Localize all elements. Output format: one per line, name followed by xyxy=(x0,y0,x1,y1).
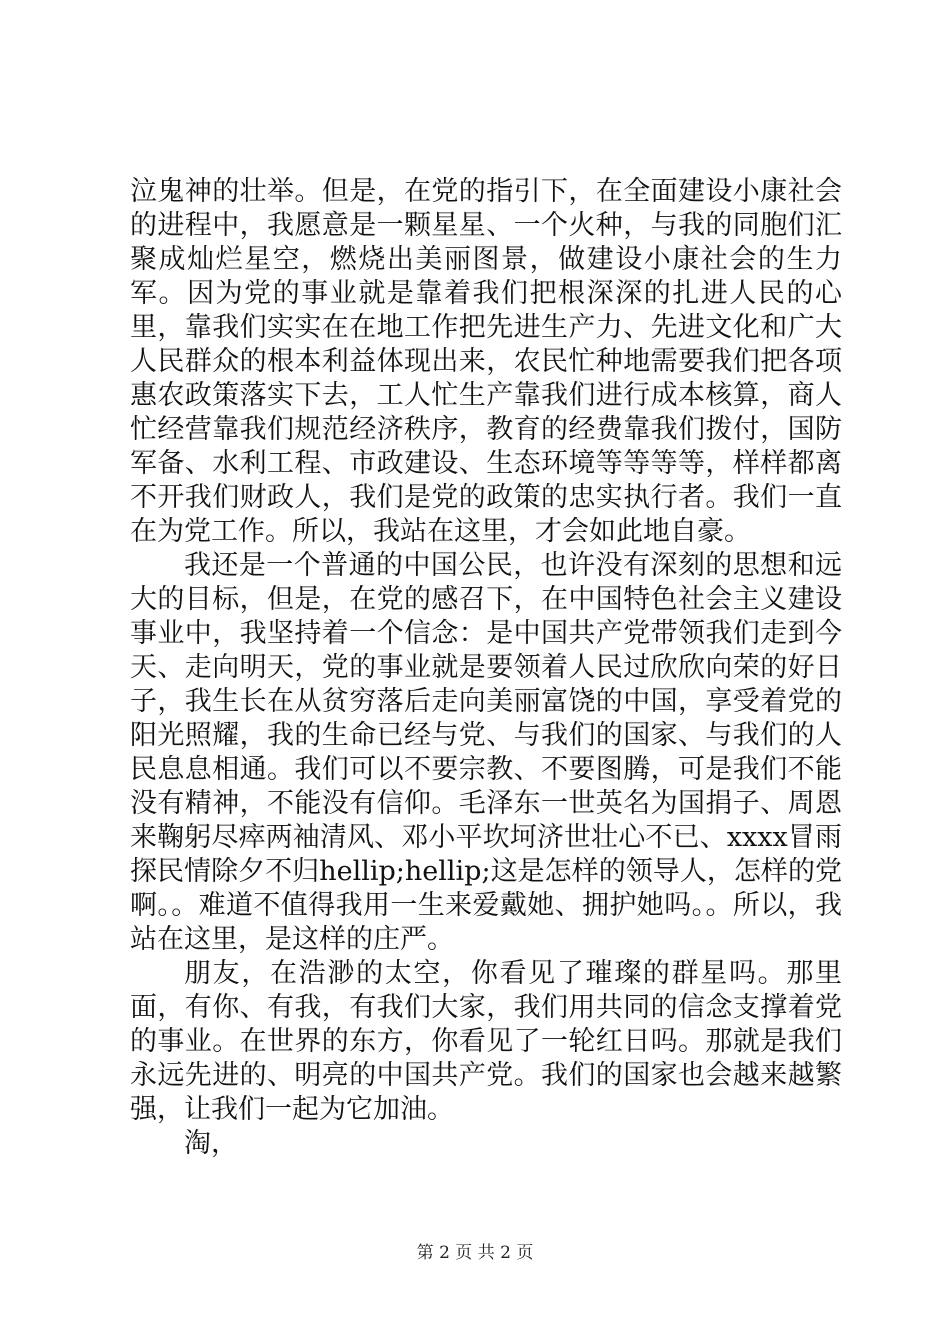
paragraph-2: 我还是一个普通的中国公民，也许没有深刻的思想和远大的目标，但是，在党的感召下，在中国特色社会主义建设事业中，我坚持着一个信念：是中国共产党带领我们走到今天、走向明天，党的事业就是要领着人民过欣欣向荣的好日子，我生长在从贫穷落后走向美丽富饶的中国，享受着党的阳光照耀，我的生命已经与党、与我们的国家、与我们的人民息息相通。我们可以不要宗教、不要图腾，可是我们不能没有精神，不能没有信仰。毛泽东一世英名为国捐子、周恩来鞠躬尽瘁两袖清风、邓小平坎坷济世壮心不已、xxxx冒雨探民情除夕不归hellip;hellip;这是怎样的领导人，怎样的党啊。。难道不值得我用一生来爱戴她、拥护她吗。。所以，我站在这里，是这样的庄严。 xyxy=(130,550,842,955)
page-number-label: 第 2 页 共 2 页 xyxy=(416,1243,534,1263)
paragraph-1: 泣鬼神的壮举。但是，在党的指引下，在全面建设小康社会的进程中，我愿意是一颗星星、一个火种，与我的同胞们汇聚成灿烂星空，燃烧出美丽图景，做建设小康社会的生力军。因为党的事业就是靠着我们把根深深的扎进人民的心里，靠我们实实在在地工作把先进生产力、先进文化和广大人民群众的根本利益体现出来，农民忙种地需要我们把各项惠农政策落实下去，工人忙生产靠我们进行成本核算，商人忙经营靠我们规范经济秩序，教育的经费靠我们拨付，国防军备、水利工程、市政建设、生态环境等等等等，样样都离不开我们财政人，我们是党的政策的忠实执行者。我们一直在为党工作。所以，我站在这里，才会如此地自豪。 xyxy=(130,176,842,547)
page-footer xyxy=(0,1242,950,1264)
paragraph-3: 朋友，在浩渺的太空，你看见了璀璨的群星吗。那里面，有你、有我，有我们大家，我们用共同的信念支撑着党的事业。在世界的东方，你看见了一轮红日吗。那就是我们永远先进的、明亮的中国共产党。我们的国家也会越来越繁强，让我们一起为它加油。 xyxy=(130,958,842,1125)
paragraph-4: 淘， xyxy=(184,1128,238,1159)
document-body xyxy=(130,175,842,1161)
